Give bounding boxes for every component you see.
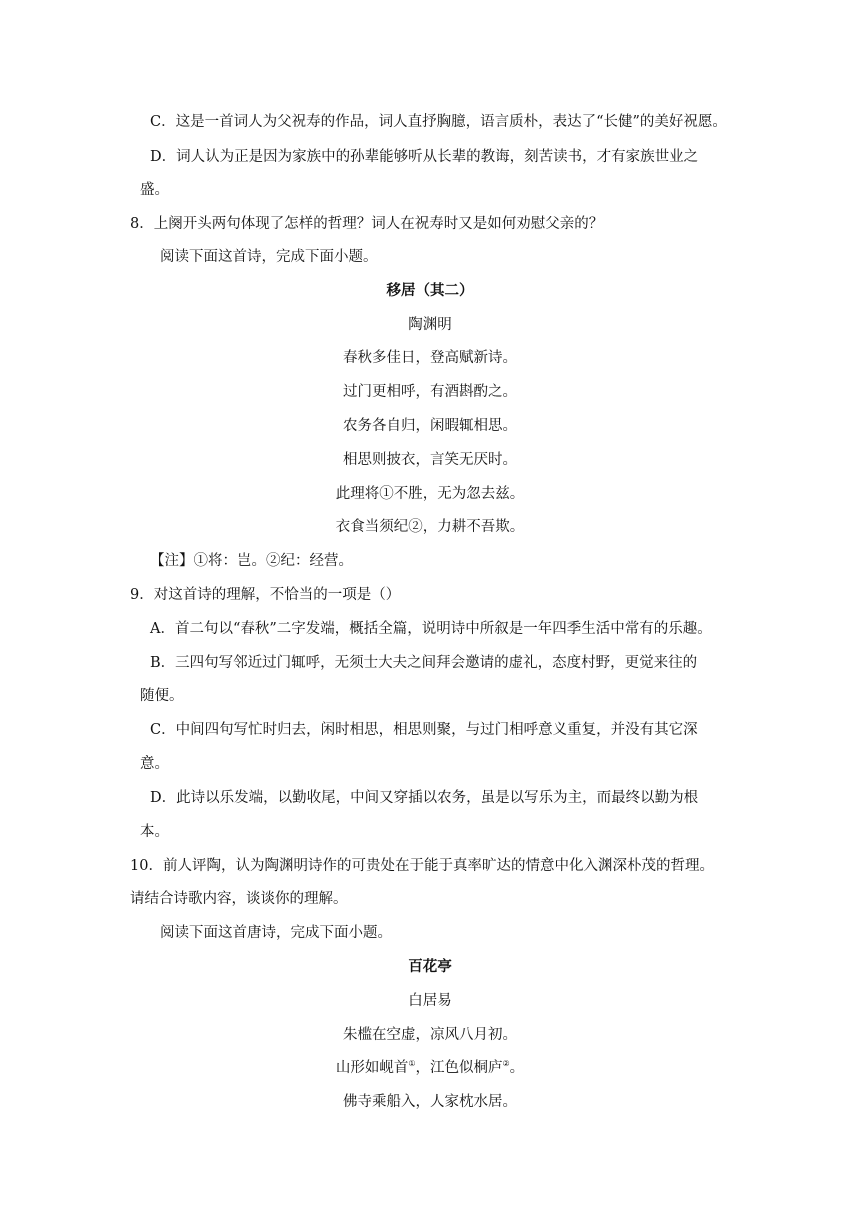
poem1-line: 春秋多佳日，登高赋新诗。 — [343, 350, 517, 366]
poem1-line: 衣食当须纪②，力耕不吾欺。 — [335, 519, 525, 535]
q9-option-b: B．三四句写邻近过门辄呼，无须士大夫之间拜会邀请的虚礼，态度村野，更觉来往的 — [150, 655, 698, 671]
poem2-author: 白居易 — [408, 993, 452, 1009]
poem1-intro: 阅读下面这首诗，完成下面小题。 — [160, 249, 378, 265]
footnote-marker: ② — [502, 1059, 510, 1069]
poem2-line — [0, 1058, 860, 1078]
q9-option-a: A．首二句以“春秋”二字发端，概括全篇，说明诗中所叙是一年四季生活中常有的乐趣。 — [150, 621, 712, 637]
poem1-note: 【注】①将：岂。②纪：经营。 — [150, 553, 353, 569]
poem2-intro: 阅读下面这首唐诗，完成下面小题。 — [160, 925, 392, 941]
poem1-line: 过门更相呼，有酒斟酌之。 — [343, 384, 517, 400]
q8-stem: 8．上阕开头两句体现了怎样的哲理？词人在祝寿时又是如何劝慰父亲的？ — [130, 216, 604, 232]
poem2-line: 佛寺乘船入，人家枕水居。 — [343, 1094, 517, 1110]
poem1-line: 此理将①不胜，无为忽去兹。 — [335, 486, 525, 502]
poem1-line: 农务各自归，闲暇辄相思。 — [343, 418, 517, 434]
poem2-line-text: ，江色似桐庐 — [415, 1060, 503, 1076]
poem1-author: 陶渊明 — [408, 317, 452, 333]
q7-option-d: D．词人认为正是因为家族中的孙辈能够听从长辈的教诲，刻苦读书，才有家族世业之 — [150, 149, 699, 165]
poem2-line: 朱槛在空虚，凉风八月初。 — [343, 1027, 517, 1043]
footnote-marker: ① — [408, 1059, 416, 1069]
poem1-line: 相思则披衣，言笑无厌时。 — [343, 452, 517, 468]
poem2-line-text: 山形如岘首 — [335, 1060, 409, 1076]
q7-option-d-continued: 盛。 — [140, 182, 169, 198]
poem2-title: 百花亭 — [408, 958, 452, 975]
q9-stem: 9．对这首诗的理解，不恰当的一项是（） — [130, 587, 401, 603]
q10-stem-continued: 请结合诗歌内容，谈谈你的理解。 — [130, 891, 348, 907]
q9-option-b-continued: 随便。 — [140, 688, 184, 704]
poem1-title: 移居（其二） — [386, 282, 474, 299]
q10-stem: 10．前人评陶，认为陶渊明诗作的可贵处在于能于真率旷达的情意中化入渊深朴茂的哲理。 — [130, 858, 714, 874]
q9-option-d: D．此诗以乐发端，以勤收尾，中间又穿插以农务，虽是以写乐为主，而最终以勤为根 — [150, 790, 699, 806]
q7-option-c: C．这是一首词人为父祝寿的作品，词人直抒胸臆，语言质朴，表达了“长健”的美好祝愿。 — [150, 114, 727, 130]
q9-option-c: C．中间四句写忙时归去，闲时相思，相思则聚，与过门相呼意义重复，并没有其它深 — [150, 722, 698, 738]
poem2-line-text: 。 — [509, 1060, 525, 1076]
q9-option-d-continued: 本。 — [140, 824, 169, 840]
q9-option-c-continued: 意。 — [140, 756, 169, 772]
